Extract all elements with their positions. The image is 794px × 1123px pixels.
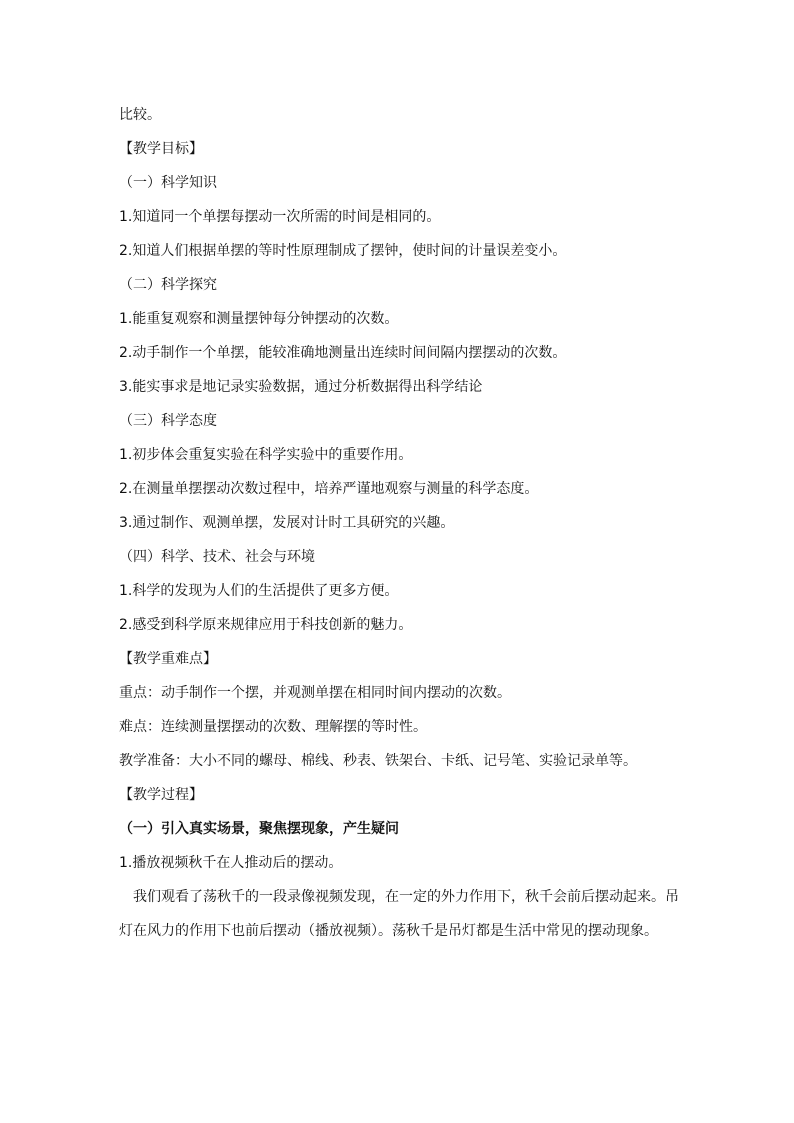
- knowledge-item-2: 2.知道人们根据单摆的等时性原理制成了摆钟，使时间的计量误差变小。: [119, 243, 567, 259]
- subheading-science-attitude: （三）科学态度: [119, 413, 217, 429]
- subheading-science-technology-society: （四）科学、技术、社会与环境: [119, 549, 315, 565]
- heading-teaching-process: 【教学过程】: [119, 787, 203, 803]
- section-1-heading: （一）引入真实场景，聚焦摆现象，产生疑问: [119, 821, 399, 837]
- step-1: 1.播放视频秋千在人推动后的摆动。: [119, 855, 343, 871]
- knowledge-item-1: 1.知道同一个单摆每摆动一次所需的时间是相同的。: [119, 209, 441, 225]
- document-body: [119, 98, 679, 948]
- inquiry-item-3: 3.能实事求是地记录实验数据，通过分析数据得出科学结论: [119, 379, 483, 395]
- narrative-paragraph: 我们观看了荡秋千的一段录像视频发现，在一定的外力作用下，秋千会前后摆动起来。吊灯在风力的作用下也前后摆动（播放视频）。荡秋千是吊灯都是生活中常见的摆动现象。: [119, 889, 679, 939]
- heading-teaching-objectives: 【教学目标】: [119, 141, 203, 157]
- difficult-point: 难点：连续测量摆摆动的次数、理解摆的等时性。: [119, 719, 427, 735]
- attitude-item-2: 2.在测量单摆摆动次数过程中，培养严谨地观察与测量的科学态度。: [119, 481, 539, 497]
- subheading-science-inquiry: （二）科学探究: [119, 277, 217, 293]
- teaching-preparation: 教学准备：大小不同的螺母、棉线、秒表、铁架台、卡纸、记号笔、实验记录单等。: [119, 753, 637, 769]
- sts-item-2: 2.感受到科学原来规律应用于科技创新的魅力。: [119, 617, 413, 633]
- sts-item-1: 1.科学的发现为人们的生活提供了更多方便。: [119, 583, 399, 599]
- subheading-science-knowledge: （一）科学知识: [119, 175, 217, 191]
- text-line-continuation: 比较。: [119, 107, 161, 123]
- attitude-item-3: 3.通过制作、观测单摆，发展对计时工具研究的兴趣。: [119, 515, 455, 531]
- attitude-item-1: 1.初步体会重复实验在科学实验中的重要作用。: [119, 447, 413, 463]
- key-point: 重点：动手制作一个摆，并观测单摆在相同时间内摆动的次数。: [119, 685, 511, 701]
- heading-key-difficult-points: 【教学重难点】: [119, 651, 217, 667]
- inquiry-item-1: 1.能重复观察和测量摆钟每分钟摆动的次数。: [119, 311, 399, 327]
- inquiry-item-2: 2.动手制作一个单摆，能较准确地测量出连续时间间隔内摆摆动的次数。: [119, 345, 567, 361]
